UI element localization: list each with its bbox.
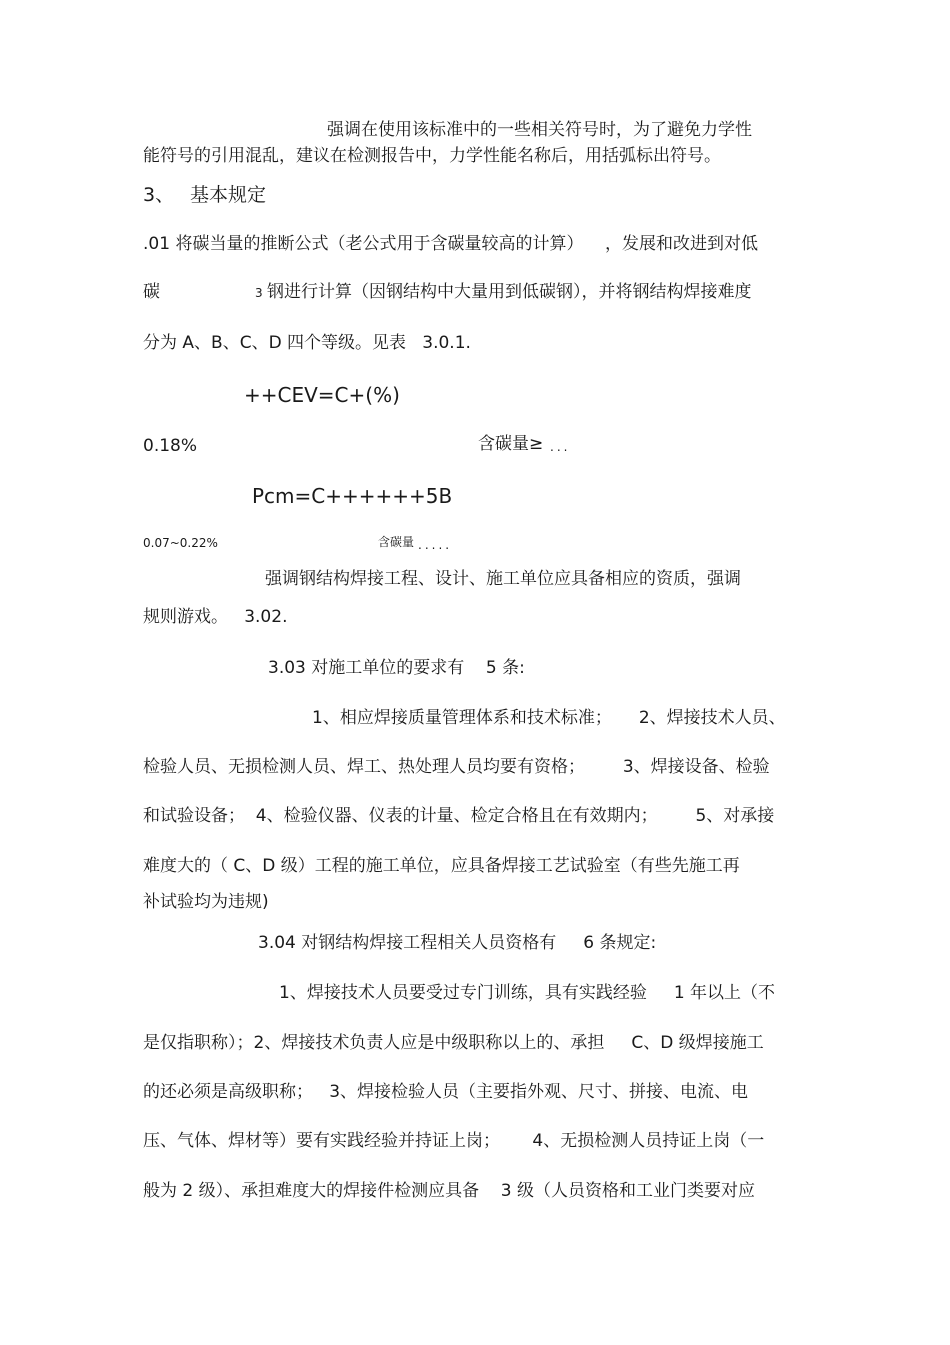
clause-303-line-1: 1、相应焊接质量管理体系和技术标准； 2、焊接技术人员、 [312, 708, 786, 728]
clause-303-line-2: 检验人员、无损检测人员、焊工、热处理人员均要有资格； 3、焊接设备、检验 [143, 757, 770, 777]
clause-304-line-1: 1、焊接技术人员要受过专门训练，具有实践经验 1 年以上（不 [279, 983, 776, 1003]
formula-cev-dots: ... [550, 440, 571, 454]
formula-cev-condition: 含碳量≥ [478, 434, 544, 454]
clause-301-line-2-right: 钢进行计算（因钢结构中大量用到低碳钢），并将钢结构焊接难度 [267, 282, 752, 302]
clause-301-superscript: 3 [255, 286, 263, 300]
formula-cev: ++CEV=C+(%) [244, 383, 400, 407]
clause-303-title: 3.03 对施工单位的要求有 5 条: [268, 658, 525, 678]
intro-line-1: 强调在使用该标准中的一些相关符号时，为了避免力学性 [327, 120, 752, 140]
clause-301-line-1: .01 将碳当量的推断公式（老公式用于含碳量较高的计算） ，发展和改进到对低 [143, 234, 759, 254]
clause-301-line-2-left: 碳 [143, 282, 160, 302]
clause-303-line-4: 难度大的（ C、D 级）工程的施工单位，应具备焊接工艺试验室（有些先施工再 [143, 856, 740, 876]
formula-pcm-range: 0.07~0.22% [143, 536, 218, 550]
clause-304-line-5: 般为 2 级）、承担难度大的焊接件检测应具备 3 级（人员资格和工业门类要对应 [143, 1181, 755, 1201]
clause-304-line-2: 是仅指职称）；2、焊接技术负责人应是中级职称以上的、承担 C、D 级焊接施工 [143, 1033, 764, 1053]
formula-pcm: Pcm=C++++++5B [252, 484, 453, 508]
clause-304-line-3: 的还必须是高级职称； 3、焊接检验人员（主要指外观、尺寸、拼接、电流、电 [143, 1082, 749, 1102]
clause-303-line-5: 补试验均为违规) [143, 892, 269, 912]
formula-pcm-condition: 含碳量 [378, 535, 415, 549]
intro-line-2: 能符号的引用混乱，建议在检测报告中，力学性能名称后，用括弧标出符号。 [143, 146, 721, 166]
formula-cev-range: 0.18% [143, 436, 198, 456]
clause-304-title: 3.04 对钢结构焊接工程相关人员资格有 6 条规定: [258, 933, 657, 953]
clause-301-line-3: 分为 A、B、C、D 四个等级。见表 3.0.1. [143, 333, 471, 353]
clause-303-line-3: 和试验设备； 4、检验仪器、仪表的计量、检定合格且在有效期内； 5、对承接 [143, 806, 775, 826]
clause-304-line-4: 压、气体、焊材等）要有实践经验并持证上岗； 4、无损检测人员持证上岗（一 [143, 1131, 765, 1151]
formula-pcm-dots: ..... [418, 538, 453, 552]
section-title: 基本规定 [190, 184, 267, 206]
clause-302-line-1: 强调钢结构焊接工程、设计、施工单位应具备相应的资质，强调 [265, 569, 741, 589]
section-number: 3、 [143, 184, 175, 206]
clause-302-line-2: 规则游戏。 3.02. [143, 607, 288, 627]
